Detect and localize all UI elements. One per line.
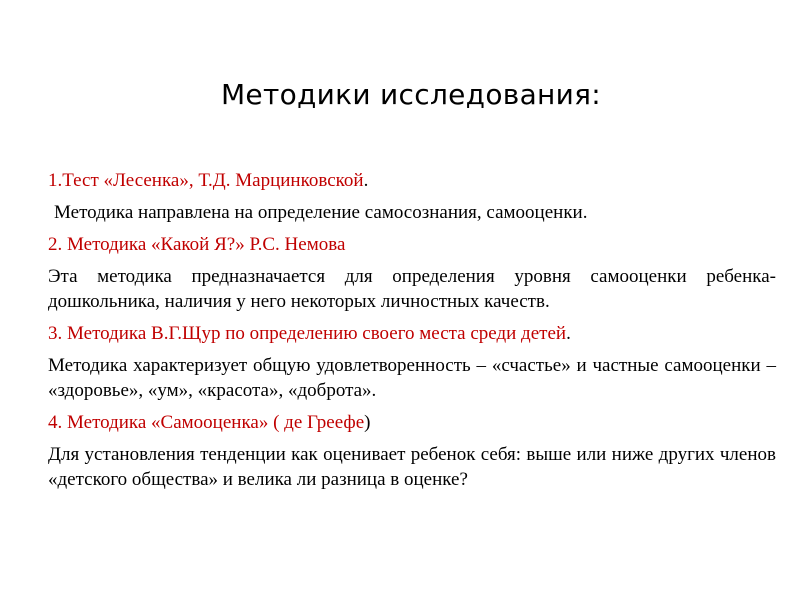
item-1-heading [48,168,776,193]
item-1-heading-tail: . [363,170,369,191]
slide-content [48,168,776,499]
item-3-heading [48,321,776,346]
item-2-heading [48,232,776,257]
item-1-description: Методика направлена на определение самосознания, самооценки. [54,202,588,223]
item-4-heading-text: 4. Методика «Самооценка» ( де Греефе [48,412,365,433]
item-3-description: Методика характеризует общую удовлетворенность – «счастье» и частные самооценки – «здоровье», «ум», «красота», «доброта». [48,355,776,401]
slide-title: Методики исследования: [220,78,602,111]
item-4-heading-tail: ) [364,412,371,433]
item-4-heading [48,410,776,435]
item-4-description: Для установления тенденции как оценивает ребенок себя: выше или ниже других членов «детского общества» и велика ли разница в оценке? [48,444,776,490]
item-2-heading-text: 2. Методика «Какой Я?» Р.С. Немова [48,234,346,255]
item-2-description: Эта методика предназначается для определения уровня самооценки ребенка-дошкольника, наличия у него некоторых личностных качеств. [48,266,776,312]
item-3-heading-text: 3. Методика В.Г.Щур по определению своего места среди детей [48,323,567,344]
item-1-heading-text: 1.Тест «Лесенка», Т.Д. Марцинковской [48,170,364,191]
item-3-heading-tail: . [566,323,571,344]
